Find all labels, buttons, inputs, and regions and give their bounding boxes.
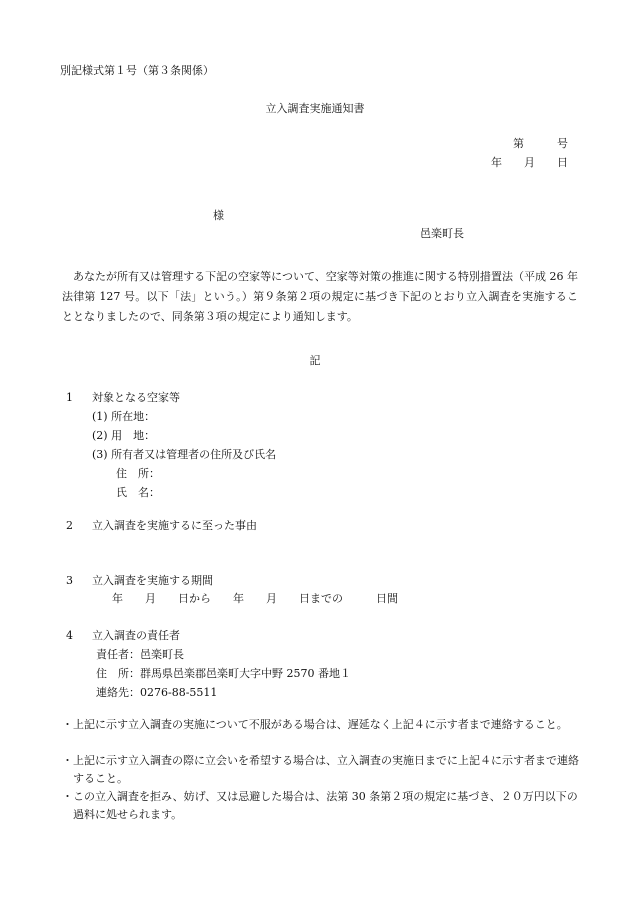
section-1-heading: [66, 391, 180, 404]
section-1-title: 対象となる空家等: [92, 391, 180, 404]
form-number: 別記様式第１号（第３条関係）: [60, 64, 214, 77]
section-4-contact: 連絡先：0276-88-5511: [96, 686, 218, 699]
section-4-heading: [66, 629, 180, 642]
section-1-item-land: (2) 用 地：: [92, 429, 156, 442]
section-4-title: 立入調査の責任者: [92, 629, 180, 642]
addressee-line: 様: [213, 209, 224, 222]
section-4-address: 住 所：群馬県邑楽郡邑楽町大字中野 2570 番地１: [96, 667, 351, 680]
note-objection: ・上記に示す立入調査の実施について不服がある場合は、遅延なく上記４に示す者まで連絡すること。: [62, 718, 568, 731]
section-1-number: 1: [66, 391, 73, 404]
sender-name: 邑楽町長: [420, 227, 464, 240]
section-3-title: 立入調査を実施する期間: [92, 574, 213, 587]
section-3-heading: [66, 574, 213, 587]
document-title: 立入調査実施通知書: [265, 102, 365, 115]
ki-heading: 記: [309, 354, 321, 367]
section-4-responsible: 責任者：邑楽町長: [96, 648, 184, 661]
section-2-heading: [66, 519, 257, 532]
section-3-period: 年 月 日から 年 月 日までの 日間: [112, 592, 398, 605]
section-1-owner-address: 住 所：: [116, 467, 160, 480]
section-1-item-location: (1) 所在地：: [92, 410, 156, 423]
section-4-number: 4: [66, 629, 73, 642]
section-1-item-owner: (3) 所有者又は管理者の住所及び氏名: [92, 448, 277, 461]
section-1-owner-name: 氏 名：: [116, 486, 160, 499]
note-attendance: ・上記に示す立入調査の際に立会いを希望する場合は、立入調査の実施日までに上記４に示す者まで連絡すること。: [62, 754, 579, 785]
document-number-line: 第 号: [513, 137, 568, 150]
notice-paragraph: あなたが所有又は管理する下記の空家等について、空家等対策の推進に関する特別措置法（平成 26 年法律第 127 号。以下「法」という。）第９条第２項の規定に基づき下記のとおり立入調査を実施することとなりましたので、同条第３項の規定により通知します。: [62, 270, 578, 323]
section-2-title: 立入調査を実施するに至った事由: [92, 519, 257, 532]
section-3-number: 3: [66, 574, 73, 587]
note-penalty: ・この立入調査を拒み、妨げ、又は忌避した場合は、法第 30 条第２項の規定に基づき、２０万円以下の過料に処せられます。: [62, 790, 578, 821]
section-2-number: 2: [66, 519, 73, 532]
document-date-line: 年 月 日: [491, 156, 568, 169]
